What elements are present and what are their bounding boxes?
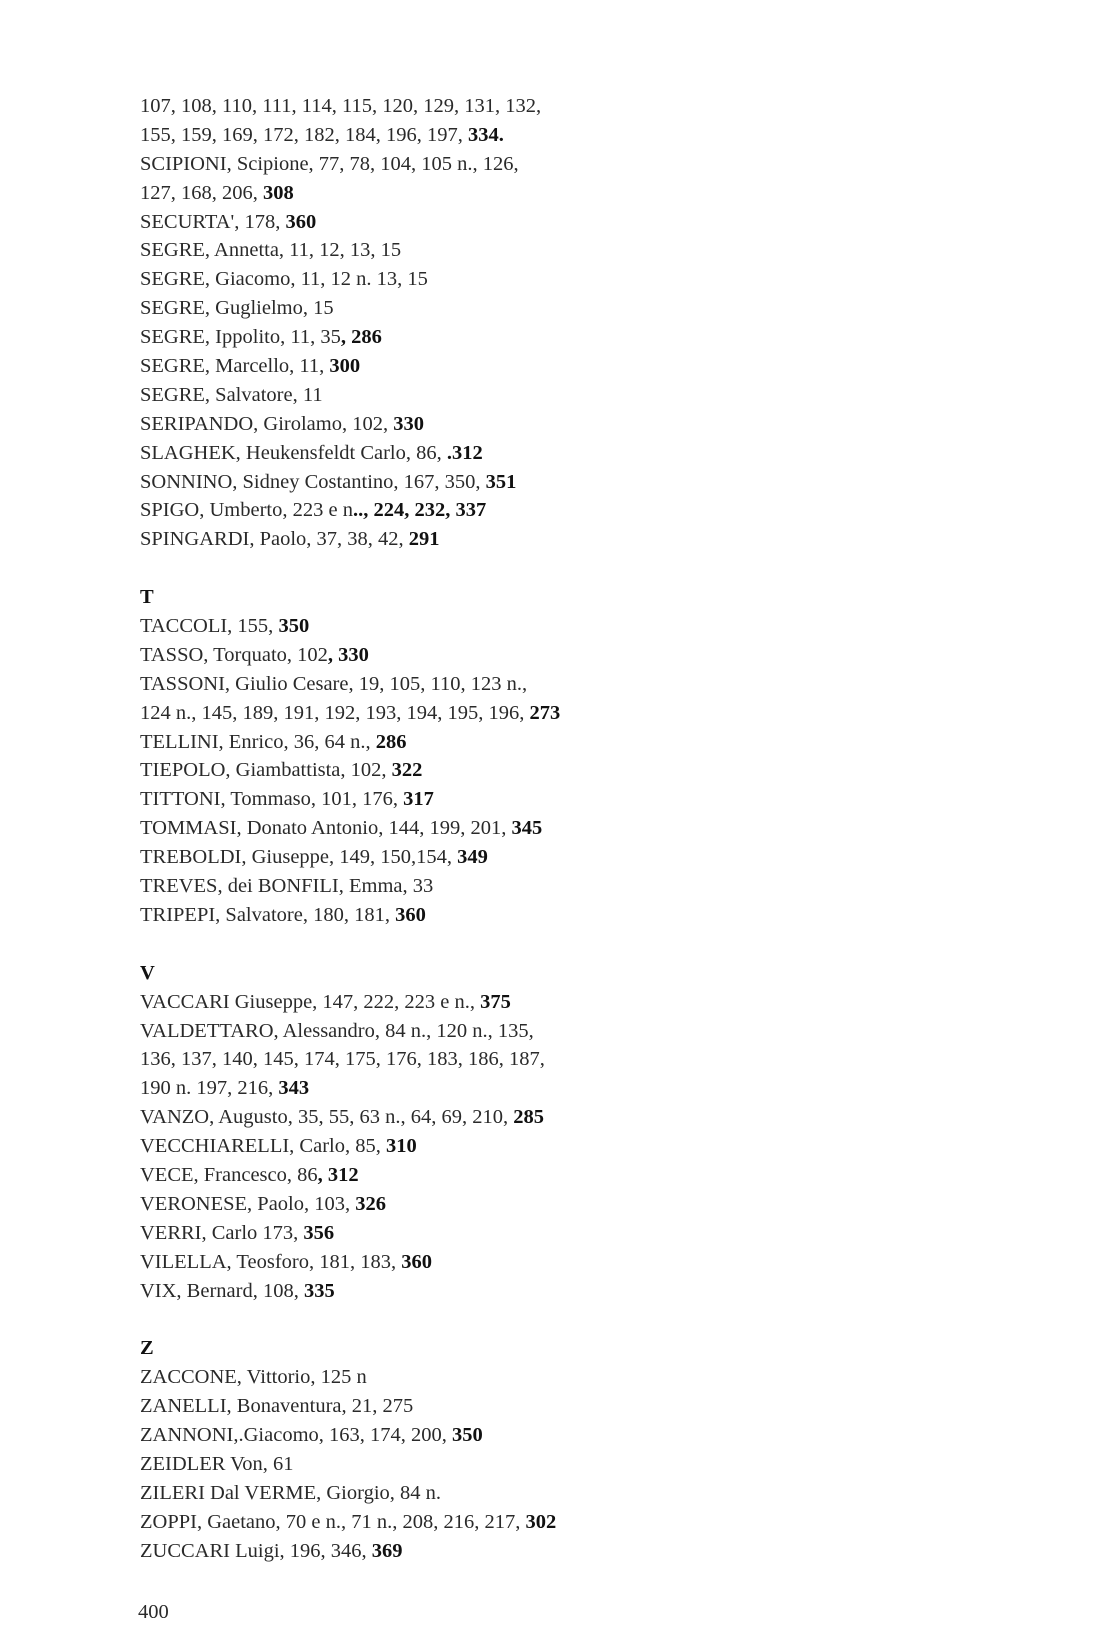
index-entry: TIEPOLO, Giambattista, 102, 322 <box>140 759 423 782</box>
section-letter-z: Z <box>140 1337 154 1360</box>
index-entry: TREVES, dei BONFILI, Emma, 33 <box>140 875 434 898</box>
index-entry: 127, 168, 206, 308 <box>140 181 294 204</box>
name-index <box>140 92 660 1565</box>
index-entry: SEGRE, Salvatore, 11 <box>140 383 323 406</box>
index-entry: TOMMASI, Donato Antonio, 144, 199, 201, 345 <box>140 817 543 840</box>
index-entry: 190 n. 197, 216, 343 <box>140 1077 310 1100</box>
index-entry: ZEIDLER Von, 61 <box>140 1452 294 1475</box>
index-entry: SCIPIONI, Scipione, 77, 78, 104, 105 n., 126, <box>140 152 519 175</box>
section-spacer <box>140 1305 660 1334</box>
index-entry: ZILERI Dal VERME, Giorgio, 84 n. <box>140 1481 442 1504</box>
index-entry: TASSO, Torquato, 102, 330 <box>140 643 369 666</box>
page-number: 400 <box>138 1601 169 1623</box>
index-entry: 124 n., 145, 189, 191, 192, 193, 194, 195, 196, 273 <box>140 701 561 724</box>
index-entry: SPINGARDI, Paolo, 37, 38, 42, 291 <box>140 528 440 551</box>
index-entry: SERIPANDO, Girolamo, 102, 330 <box>140 412 424 435</box>
index-entry: TREBOLDI, Giuseppe, 149, 150,154, 349 <box>140 846 488 869</box>
index-entry: TITTONI, Tommaso, 101, 176, 317 <box>140 788 434 811</box>
index-entry: TACCOLI, 155, 350 <box>140 615 310 638</box>
index-entry: 155, 159, 169, 172, 182, 184, 196, 197, 334. <box>140 123 504 146</box>
index-entry: SEGRE, Marcello, 11, 300 <box>140 355 361 378</box>
index-entry: TASSONI, Giulio Cesare, 19, 105, 110, 123 n., <box>140 672 528 695</box>
index-entry: TELLINI, Enrico, 36, 64 n., 286 <box>140 730 407 753</box>
index-entry: SEGRE, Annetta, 11, 12, 13, 15 <box>140 239 402 262</box>
index-entry: SECURTA', 178, 360 <box>140 210 317 233</box>
index-entry: VERONESE, Paolo, 103, 326 <box>140 1192 386 1215</box>
index-entry: SLAGHEK, Heukensfeldt Carlo, 86, .312 <box>140 441 483 464</box>
index-entry: 136, 137, 140, 145, 174, 175, 176, 183, 186, 187, <box>140 1048 545 1071</box>
index-entry: SONNINO, Sidney Costantino, 167, 350, 351 <box>140 470 517 493</box>
section-letter-t: T <box>140 586 154 609</box>
section-spacer <box>140 930 660 959</box>
index-entry: ZACCONE, Vittorio, 125 n <box>140 1366 367 1389</box>
index-entry: VERRI, Carlo 173, 356 <box>140 1221 335 1244</box>
index-entry: SEGRE, Guglielmo, 15 <box>140 297 334 320</box>
index-entry: VACCARI Giuseppe, 147, 222, 223 e n., 375 <box>140 990 511 1013</box>
index-entry: VILELLA, Teosforo, 181, 183, 360 <box>140 1250 432 1273</box>
index-entry: 107, 108, 110, 111, 114, 115, 120, 129, 131, 132, <box>140 95 542 117</box>
index-entry: ZUCCARI Luigi, 196, 346, 369 <box>140 1539 403 1562</box>
index-entry: SEGRE, Giacomo, 11, 12 n. 13, 15 <box>140 268 428 291</box>
index-entry: VECE, Francesco, 86, 312 <box>140 1163 359 1186</box>
index-entry: ZANELLI, Bonaventura, 21, 275 <box>140 1395 414 1418</box>
index-entry: TRIPEPI, Salvatore, 180, 181, 360 <box>140 903 426 926</box>
index-entry: SEGRE, Ippolito, 11, 35, 286 <box>140 326 382 349</box>
index-entry: VECCHIARELLI, Carlo, 85, 310 <box>140 1135 417 1158</box>
section-letter-v: V <box>140 961 155 984</box>
section-spacer <box>140 554 660 583</box>
index-entry: ZOPPI, Gaetano, 70 e n., 71 n., 208, 216, 217, 302 <box>140 1510 557 1533</box>
index-entry: SPIGO, Umberto, 223 e n.., 224, 232, 337 <box>140 499 487 522</box>
index-entry: ZANNONI,.Giacomo, 163, 174, 200, 350 <box>140 1423 483 1446</box>
index-entry: VANZO, Augusto, 35, 55, 63 n., 64, 69, 210, 285 <box>140 1106 544 1129</box>
index-entry: VIX, Bernard, 108, 335 <box>140 1279 335 1302</box>
index-entry: VALDETTARO, Alessandro, 84 n., 120 n., 135, <box>140 1019 534 1042</box>
